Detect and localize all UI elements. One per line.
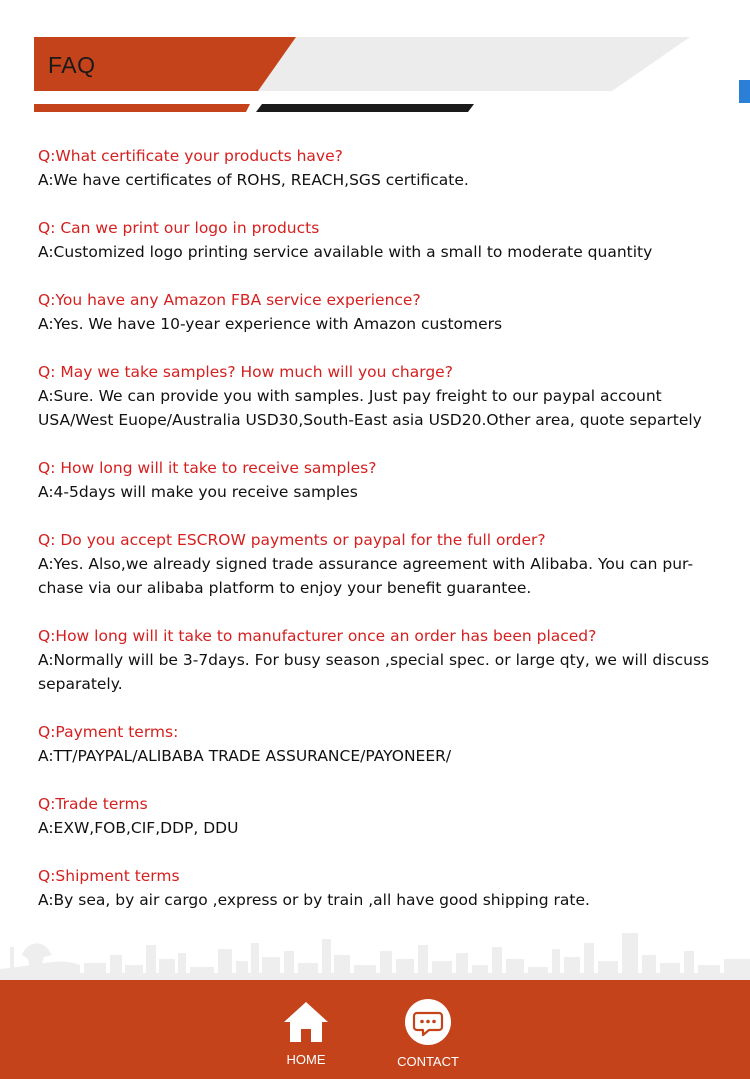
faq-item	[38, 864, 718, 912]
faq-item	[38, 792, 718, 840]
faq-answer-line: A:EXW,FOB,CIF,DDP, DDU	[38, 819, 239, 837]
page-title: FAQ	[48, 52, 96, 78]
faq-banner	[0, 0, 750, 120]
faq-answer-line: separately.	[38, 675, 123, 693]
faq-question: Q:You have any Amazon FBA service experience?	[38, 291, 421, 309]
faq-item	[38, 216, 718, 264]
faq-question: Q: May we take samples? How much will you charge?	[38, 363, 453, 381]
faq-answer-line: A:Yes. Also,we already signed trade assurance agreement with Alibaba. You can pur-	[38, 555, 694, 573]
faq-question: Q:Trade terms	[38, 795, 148, 813]
faq-answer-line: A:By sea, by air cargo ,express or by train ,all have good shipping rate.	[38, 891, 590, 909]
banner-underline-orange	[34, 104, 250, 112]
faq-question: Q:Payment terms:	[38, 723, 179, 741]
faq-list	[38, 144, 718, 936]
faq-answer-line: USA/West Euope/Australia USD30,South-East asia USD20.Other area, quote separtely	[38, 411, 702, 429]
faq-item	[38, 144, 718, 192]
faq-answer-line: A:Customized logo printing service available with a small to moderate quantity	[38, 243, 653, 261]
chat-bubble-icon	[404, 998, 452, 1046]
contact-button[interactable]	[383, 998, 473, 1069]
contact-label: CONTACT	[397, 1054, 459, 1069]
faq-answer-line: A:We have certificates of ROHS, REACH,SGS certificate.	[38, 171, 469, 189]
faq-answer-line: chase via our alibaba platform to enjoy your benefit guarantee.	[38, 579, 532, 597]
faq-question: Q: Can we print our logo in products	[38, 219, 320, 237]
banner-graphic	[0, 0, 750, 120]
faq-item	[38, 720, 718, 768]
faq-item	[38, 624, 718, 696]
faq-question: Q:Shipment terms	[38, 867, 180, 885]
faq-question: Q: Do you accept ESCROW payments or paypal for the full order?	[38, 531, 546, 549]
faq-item	[38, 360, 718, 432]
faq-question: Q:How long will it take to manufacturer once an order has been placed?	[38, 627, 597, 645]
faq-answer-line: A:Sure. We can provide you with samples. Just pay freight to our paypal account	[38, 387, 662, 405]
faq-item	[38, 528, 718, 600]
faq-answer-line: A:Normally will be 3-7days. For busy season ,special spec. or large qty, we will discuss	[38, 651, 710, 669]
faq-question: Q: How long will it take to receive samples?	[38, 459, 377, 477]
home-icon	[282, 998, 330, 1046]
home-label: HOME	[286, 1052, 326, 1067]
faq-item	[38, 288, 718, 336]
banner-underline-dark	[256, 104, 474, 112]
city-skyline-decoration	[0, 925, 750, 983]
footer-nav	[0, 980, 750, 1079]
banner-grey-band	[255, 37, 690, 91]
faq-item	[38, 456, 718, 504]
faq-answer-line: A:Yes. We have 10-year experience with Amazon customers	[38, 315, 503, 333]
faq-question: Q:What certificate your products have?	[38, 147, 343, 165]
home-button[interactable]	[261, 998, 351, 1067]
faq-answer-line: A:TT/PAYPAL/ALIBABA TRADE ASSURANCE/PAYONEER/	[38, 747, 452, 765]
faq-answer-line: A:4-5days will make you receive samples	[38, 483, 358, 501]
side-tab[interactable]	[739, 80, 750, 103]
